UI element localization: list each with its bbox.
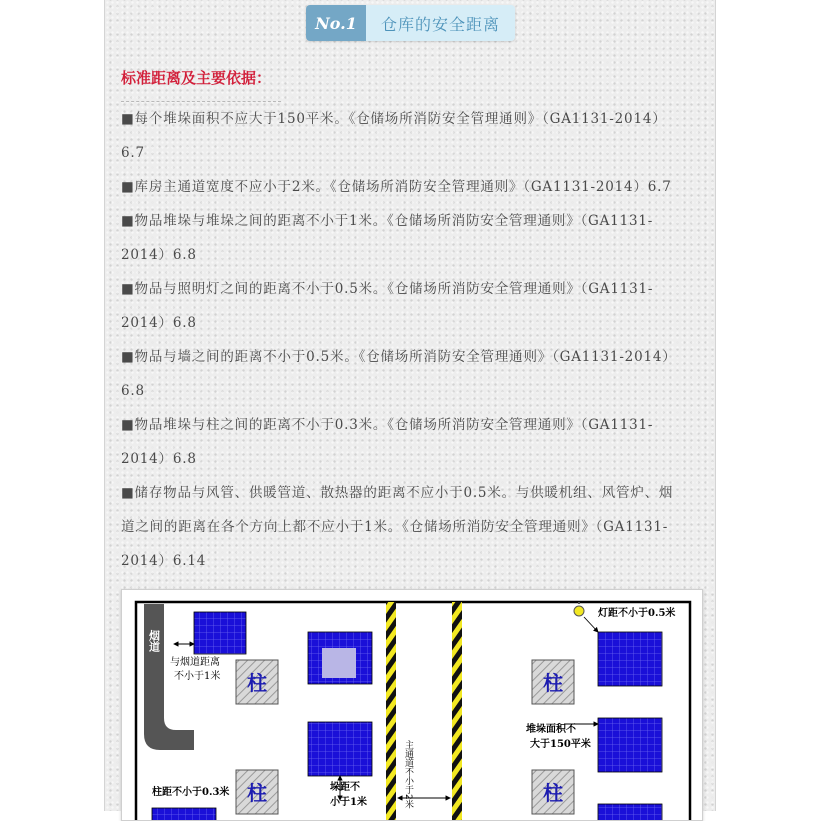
section-title-badge: [306, 5, 515, 41]
blurred-patch: [322, 648, 356, 678]
body-line: ■储存物品与风管、供暖管道、散热器的距离不应小于0.5米。与供暖机组、风管炉、烟: [121, 485, 674, 501]
pillar-char: 柱: [543, 671, 563, 695]
stack-block: [598, 632, 662, 686]
body-line: 道之间的距离在各个方向上都不应小于1米。《仓储场所消防安全管理通则》（GA1131-: [121, 519, 669, 535]
stack-block: [598, 718, 662, 772]
body-line: 2014）6.14: [121, 553, 207, 569]
warehouse-diagram-svg: [122, 590, 702, 820]
flue-label: 烟道: [147, 630, 161, 652]
flue-distance-label-1: 与烟道距离: [170, 657, 220, 668]
stack-area-label-2: 大于150平米: [530, 739, 591, 750]
lamp-icon: [574, 606, 584, 616]
body-line: 2014）6.8: [121, 315, 197, 331]
section-heading: 标准距离及主要依据：: [121, 69, 272, 87]
body-line: ■库房主通道宽度不应小于2米。《仓储场所消防安全管理通则》（GA1131-2014）6.7: [121, 179, 672, 195]
body-line: ■物品堆垛与堆垛之间的距离不小于1米。《仓储场所消防安全管理通则》（GA1131-: [121, 213, 654, 229]
body-line: ■每个堆垛面积不应大于150平米。《仓储场所消防安全管理通则》（GA1131-2014）: [121, 111, 667, 127]
stack-gap-label-1: 垛距不: [330, 782, 360, 793]
pillar-char: 柱: [247, 781, 267, 805]
stack-block: [152, 808, 216, 820]
body-line: 2014）6.8: [121, 247, 197, 263]
aisle-stripe-right: [452, 602, 462, 820]
warehouse-diagram: [121, 589, 703, 821]
body-text: [121, 102, 699, 578]
stack-area-label-1: 堆垛面积不: [526, 724, 576, 735]
section-number: No.1: [306, 5, 366, 41]
body-line: 6.8: [121, 383, 145, 399]
stack-block: [194, 612, 246, 654]
flue-distance-label-2: 不小于1米: [174, 671, 221, 682]
body-line: 2014）6.8: [121, 451, 197, 467]
body-line: ■物品堆垛与柱之间的距离不小于0.3米。《仓储场所消防安全管理通则》（GA1131-: [121, 417, 654, 433]
body-line: ■物品与照明灯之间的距离不小于0.5米。《仓储场所消防安全管理通则》（GA1131-: [121, 281, 654, 297]
body-line: ■物品与墙之间的距离不小于0.5米。《仓储场所消防安全管理通则》（GA1131-2014）: [121, 349, 677, 365]
pillar-char: 柱: [247, 671, 267, 695]
stack-block: [598, 804, 662, 820]
lamp-distance-arrow: [584, 617, 598, 632]
pillar-char: 柱: [543, 781, 563, 805]
section-title: 仓库的安全距离: [366, 5, 515, 41]
stack-gap-label-2: 小于1米: [330, 797, 367, 808]
aisle-stripe-left: [386, 602, 396, 820]
body-line: 6.7: [121, 145, 145, 161]
lamp-distance-label: 灯距不小于0.5米: [598, 608, 676, 619]
pillar-distance-label: 柱距不小于0.3米: [152, 787, 230, 798]
main-aisle-label: 主通道不小于2米: [403, 740, 413, 809]
stack-block: [308, 722, 372, 776]
